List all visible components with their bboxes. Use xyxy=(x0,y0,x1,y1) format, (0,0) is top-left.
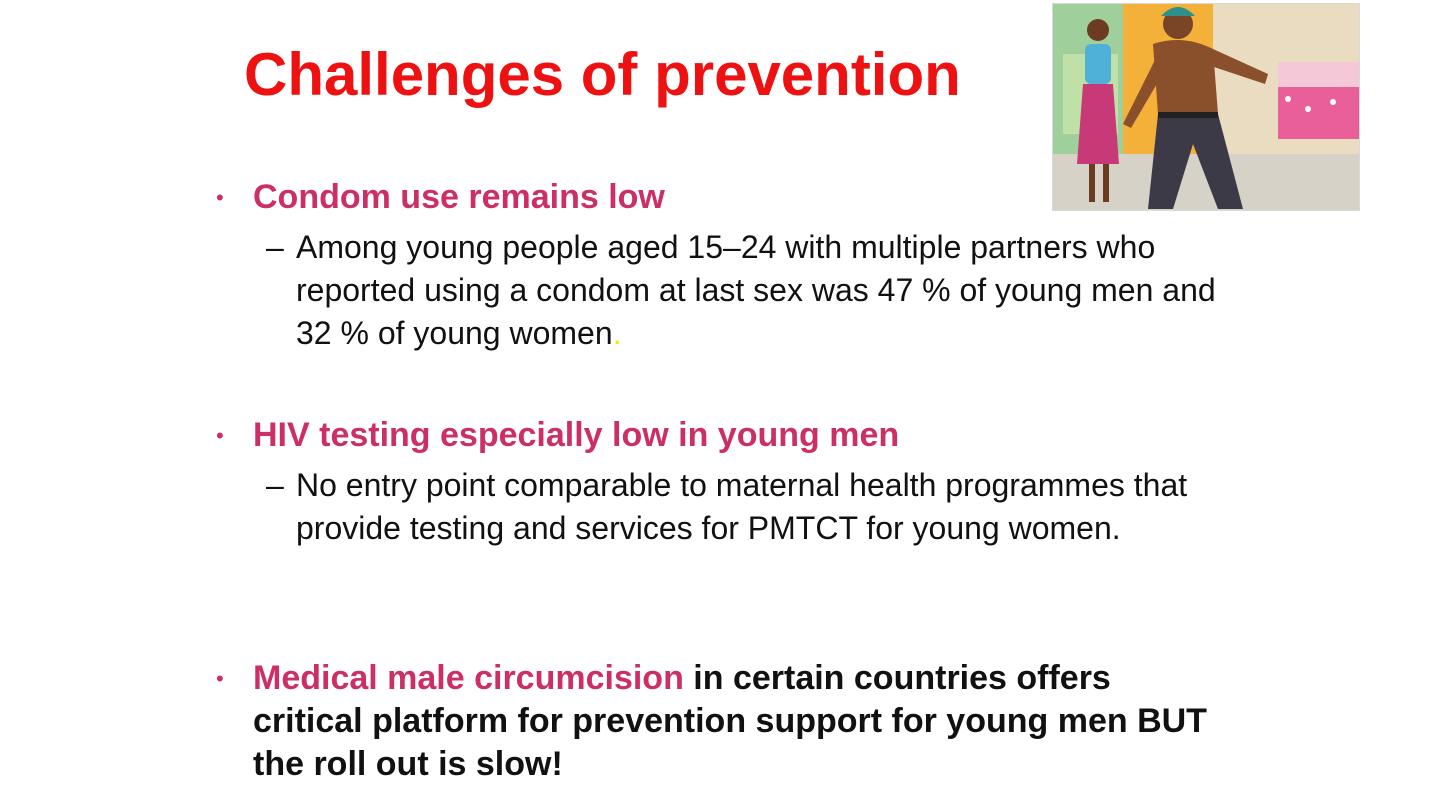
bullet-marker: • xyxy=(216,185,224,210)
bullet-rest: in certain countries offers critical platform for prevention support for young men BUT the roll out is slow! xyxy=(253,659,1207,783)
bullet-marker: • xyxy=(216,423,224,448)
trailing-period: . xyxy=(612,315,622,351)
bullet-heading: Medical male circumcision xyxy=(253,659,684,697)
sub-bullet-marker: – xyxy=(266,467,284,503)
sub-bullet-marker: – xyxy=(266,229,284,265)
sub-bullet-condom-stats xyxy=(266,226,1236,355)
bullet-body xyxy=(253,657,1216,786)
sub-bullet-entry-point xyxy=(266,464,1236,550)
bullet-heading: Condom use remains low xyxy=(253,178,665,216)
bullet-marker: • xyxy=(216,666,224,691)
sub-bullet-text: Among young people aged 15–24 with multiple partners who reported using a condom at last sex was 47 % of young men and 32 % of young women. xyxy=(296,229,1216,351)
sub-bullet-text: No entry point comparable to maternal health programmes that provide testing and services for PMTCT for young women. xyxy=(296,467,1188,546)
bullet-heading: HIV testing especially low in young men xyxy=(253,416,900,454)
bullet-condom-use xyxy=(216,176,1236,219)
bullet-male-circumcision xyxy=(216,657,1216,786)
slide-title: Challenges of prevention xyxy=(244,41,961,108)
bullet-hiv-testing xyxy=(216,414,1236,457)
